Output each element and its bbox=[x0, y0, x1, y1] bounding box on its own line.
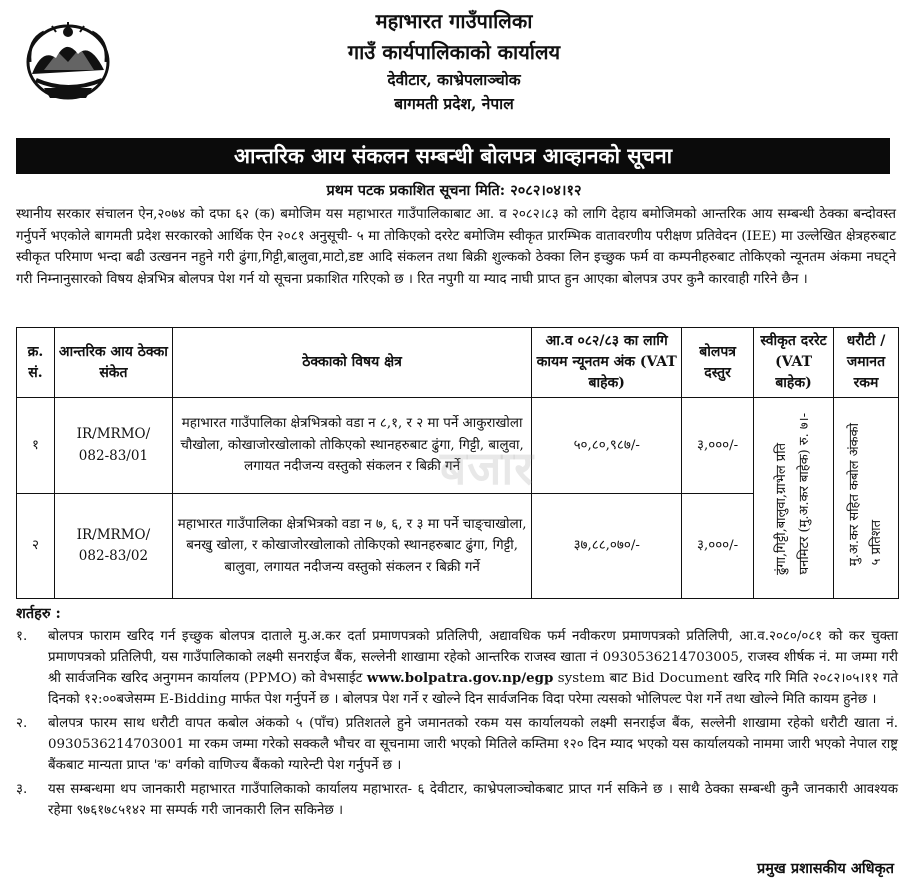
header-rate: स्वीकृत दररेट (VAT बाहेक) bbox=[754, 328, 834, 398]
row-code-line1: IR/MRMO/ bbox=[76, 426, 151, 442]
rate-cell bbox=[754, 398, 834, 599]
term-number: ३. bbox=[16, 782, 28, 797]
deposit-cell bbox=[834, 398, 899, 599]
header-sn: क्र. सं. bbox=[17, 328, 55, 398]
municipality-name: महाभारत गाउँपालिका bbox=[375, 9, 533, 33]
term-number: १. bbox=[16, 629, 28, 644]
rate-text-2: घनमिटर (मु.अ.कर बाहेक) रु. ७।- bbox=[796, 413, 812, 575]
term-text: बोलपत्र फारम साथ धरौटी वापत कबोल अंकको ५ (पाँच) प्रतिशतले हुने जमानतको रकम यस कार्यालयको लक्ष्मी सनराईज बैंक, सल्लेनी शाखामा रहेको धरौटी खाता नं. 0930536214703001 मा रकम जम्मा गरेको सक्कलै भौचर वा सूचनामा जारी भएको मितिले कम्तिमा १२० दिन म्याद भएको यस कार्यालयको नाममा जारी भएको नेपाल राष्ट्र बैंकबाट मान्यता प्राप्त 'क' वर्गको वाणिज्य बैंकको ग्यारेन्टी पेश गर्नुपर्ने छ । bbox=[48, 716, 898, 773]
row-code bbox=[54, 398, 172, 494]
term-text-cont: system बाट Bid Document खरिद गरि मिति २०८२।०५।११ गते दिनको १२:००बजेसम्म E-Bidding मार्फत पेश गर्नुपर्ने छ । बोलपत्र पेश गर्ने र खोल्ने दिन सार्वजनिक विदा परेमा त्यसको भोलिपल्ट पेश गर्ने तथा खोल्ने मिति कायम हुनेछ । bbox=[48, 671, 898, 707]
row-code-line2: 082-83/01 bbox=[78, 447, 149, 464]
terms-heading: शर्तहरु : bbox=[16, 605, 61, 622]
office-name: गाउँ कार्यपालिकाको कार्यालय bbox=[347, 40, 561, 64]
header-code: आन्तरिक आय ठेक्का संकेत bbox=[54, 328, 172, 398]
row-subject: महाभारत गाउँपालिका क्षेत्रभित्रको वडा न ८,१, र २ मा पर्ने आकुराखोला चौखोला, कोखाजोरखोलाको तोकिएको स्थानहरुबाट ढुंगा, गिट्टी, बालुवा, लगायत नदीजन्य वस्तुको संकलन र बिक्री गर्ने bbox=[172, 398, 531, 494]
list-item bbox=[16, 779, 898, 821]
header-deposit: धरौटी / जमानत रकम bbox=[834, 328, 899, 398]
notice-title-banner: आन्तरिक आय संकलन सम्बन्धी बोलपत्र आव्हानको सूचना bbox=[16, 138, 890, 174]
province-country: बागमती प्रदेश, नेपाल bbox=[394, 94, 514, 114]
publication-date: प्रथम पटक प्रकाशित सूचना मिति: २०८२।०४।१२ bbox=[326, 182, 582, 199]
office-address: देवीटार, काभ्रेपलाञ्चोक bbox=[387, 70, 521, 89]
row-fee: ३,०००/- bbox=[682, 494, 754, 599]
row-sn: २ bbox=[17, 494, 55, 599]
deposit-text-2: ५ प्रतिशत bbox=[869, 520, 885, 566]
row-sn: १ bbox=[17, 398, 55, 494]
term-text: बोलपत्र फाराम खरिद गर्न इच्छुक बोलपत्र दाताले मु.अ.कर दर्ता प्रमाणपत्रको प्रतिलिपी, अद्यावधिक फर्म नवीकरण प्रमाणपत्रको प्रतिलिपी, आ.व.२०८०/०८१ को कर चुक्ता प्रमाणपत्रको प्रतिलिपी, यस गाउँपालिकाको लक्ष्मी सनराईज बैंक, सल्लेनी शाखामा रहेको आन्तरिक राजस्व खाता नं 0930536214703005, राजस्व शीर्षक नं. मा जम्मा गरी श्री सार्वजनिक खरिद अनुगमन कार्यालय (PPMO) को वेभसाईट bbox=[48, 629, 898, 686]
rate-text-1: ढुंगा,गिट्टी,बालुवा,ग्राभेल प्रति bbox=[774, 443, 790, 575]
list-item bbox=[16, 713, 898, 776]
signatory-title: प्रमुख प्रशासकीय अधिकृत bbox=[757, 860, 894, 877]
row-min-amount: ३७,८८,०७०/- bbox=[532, 494, 682, 599]
list-item bbox=[16, 626, 898, 710]
bolpatra-website-link[interactable]: www.bolpatra.gov.np/egp bbox=[366, 670, 554, 686]
bid-table bbox=[16, 327, 899, 599]
header-min-amount: आ.व ०८२/८३ का लागि कायम न्यूनतम अंक (VAT बाहेक) bbox=[532, 328, 682, 398]
row-fee: ३,०००/- bbox=[682, 398, 754, 494]
row-code-line1: IR/MRMO/ bbox=[76, 526, 151, 543]
row-subject: महाभारत गाउँपालिका क्षेत्रभित्रको वडा न ७, ६, र ३ मा पर्ने चाङ्चाखोला, बनखु खोला, र कोखाजोरखोलाको तोकिएको स्थानहरुबाट ढुंगा, गिट्टी, बालुवा, लगायत नदीजन्य वस्तुको संकलन र बिक्री गर्ने bbox=[172, 494, 531, 599]
row-min-amount: ५०,८०,९८७/- bbox=[532, 398, 682, 494]
letterhead bbox=[0, 0, 908, 140]
header-subject: ठेक्काको विषय क्षेत्र bbox=[172, 328, 531, 398]
row-code bbox=[54, 494, 172, 599]
term-text: यस सम्बन्धमा थप जानकारी महाभारत गाउँपालिकाको कार्यालय महाभारत- ६ देवीटार, काभ्रेपलाञ्चोकबाट प्राप्त गर्न सकिने छ । साथै ठेक्का सम्बन्धी कुनै जानकारी आवश्यक रहेमा ९७६१७८५१४२ मा सम्पर्क गरी जानकारी लिन सकिनेछ । bbox=[48, 782, 898, 818]
row-code-line2: 082-83/02 bbox=[78, 548, 149, 564]
watermark: बजार bbox=[440, 441, 535, 495]
intro-paragraph: स्थानीय सरकार संचालन ऐन,२०७४ को दफा ६२ (क) बमोजिम यस महाभारत गाउँपालिकाबाट आ. व २०८२।८३ को लागि देहाय बमोजिमको आन्तरिक आय सम्बन्धी ठेक्का बन्दोवस्त गर्नुपर्ने भएकोले बागमती प्रदेश सरकारको आर्थिक ऐन २०८१ अनुसूची- ५ मा तोकिएको दररेट बमोजिम स्वीकृत प्रारम्भिक वातावरणीय परीक्षण प्रतिवेदन (IEE) मा उल्लेखित क्षेत्रहरुबाट स्वीकृत परिमाण भन्दा बढी उत्खनन नहुने गरी ढुंगा,गिट्टी,बालुवा,माटो,डष्ट आदि संकलन तथा बिक्री शुल्कको ठेक्का लिन इच्छुक फर्म वा कम्पनीहरुबाट तोकिएको न्यूनतम अंकमा नघट्ने गरी निम्नानुसारको विषय क्षेत्रभित्र बोलपत्र पेश गर्न यो सूचना प्रकाशित गरिएको छ । रित नपुगी या म्याद नाघी प्राप्त हुन आएका बोलपत्र उपर कुनै कारवाही गरिने छैन । bbox=[16, 207, 896, 287]
terms-list bbox=[16, 626, 898, 824]
deposit-text-1: मु.अ.कर सहित कबोल अंकको bbox=[846, 422, 862, 566]
table-header-row bbox=[17, 328, 899, 398]
table-row bbox=[17, 398, 899, 494]
term-number: २. bbox=[16, 716, 28, 731]
header-fee: बोलपत्र दस्तुर bbox=[682, 328, 754, 398]
